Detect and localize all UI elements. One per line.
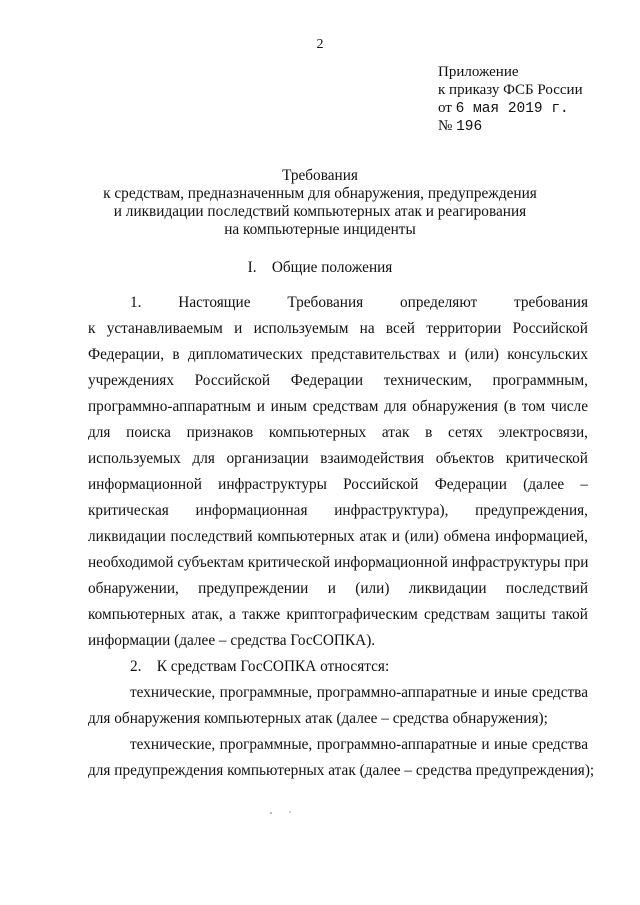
appendix-date-prefix: от xyxy=(438,100,452,116)
appendix-number-prefix: № xyxy=(438,118,453,134)
appendix-number-value: 196 xyxy=(456,119,483,135)
paragraph-line: обнаружении, предупреждении и (или) ликвидации последствий xyxy=(88,580,588,597)
list-item-line: для обнаружения компьютерных атак (далее – средства обнаружения); xyxy=(88,710,548,727)
title-line-2: к средствам, предназначенным для обнаружения, предупреждения xyxy=(103,185,537,202)
paragraph-line: информационной инфраструктуры Российской Федерации (далее – xyxy=(88,476,588,493)
appendix-order-ref: к приказу ФСБ России xyxy=(438,82,583,98)
paragraph-line: компьютерных атак, а также криптографическим средствам защиты такой xyxy=(88,606,588,623)
paragraph-line: критическая информационная инфраструктура), предупреждения, xyxy=(88,502,588,519)
appendix-number xyxy=(438,118,482,135)
paragraph-line: используемых для организации взаимодействия объектов критической xyxy=(88,450,588,467)
paragraph-line: к устанавливаемым и используемым на всей территории Российской xyxy=(88,320,588,337)
paragraph-line: Федерации, в дипломатических представительствах и (или) консульских xyxy=(88,346,588,363)
paragraph-line: программно-аппаратным и иным средствам для обнаружения (в том числе xyxy=(88,398,588,415)
page-number: 2 xyxy=(316,37,324,52)
paragraph-line: учреждениях Российской Федерации техническим, программным, xyxy=(88,372,588,389)
appendix-date xyxy=(438,100,569,117)
appendix-title: Приложение xyxy=(438,64,519,80)
title-line-3: и ликвидации последствий компьютерных атак и реагирования xyxy=(113,203,527,220)
paragraph-line: ликвидации последствий компьютерных атак и (или) обмена информацией, xyxy=(88,528,588,545)
paragraph-line: для поиска признаков компьютерных атак в сетях электросвязи, xyxy=(88,424,588,441)
paragraph-line: необходимой субъектам критической информационной инфраструктуры при xyxy=(88,554,589,571)
section-heading: I. Общие положения xyxy=(247,259,393,276)
paragraph-line: 1. Настоящие Требования определяют требования xyxy=(130,294,588,311)
title-line-1: Требования xyxy=(282,167,358,184)
paragraph-line: информации (далее – средства ГосСОПКА). xyxy=(88,632,376,649)
list-item-line: технические, программные, программно-аппаратные и иные средства xyxy=(130,684,588,701)
paragraph-lead: 2. К средствам ГосСОПКА относятся: xyxy=(130,658,390,675)
list-item-line: технические, программные, программно-аппаратные и иные средства xyxy=(130,736,588,753)
scan-speck xyxy=(268,810,298,816)
title-line-4: на компьютерные инциденты xyxy=(224,221,416,238)
list-item-line: для предупреждения компьютерных атак (далее – средства предупреждения); xyxy=(88,762,595,779)
appendix-date-value: 6 мая 2019 г. xyxy=(455,101,569,117)
